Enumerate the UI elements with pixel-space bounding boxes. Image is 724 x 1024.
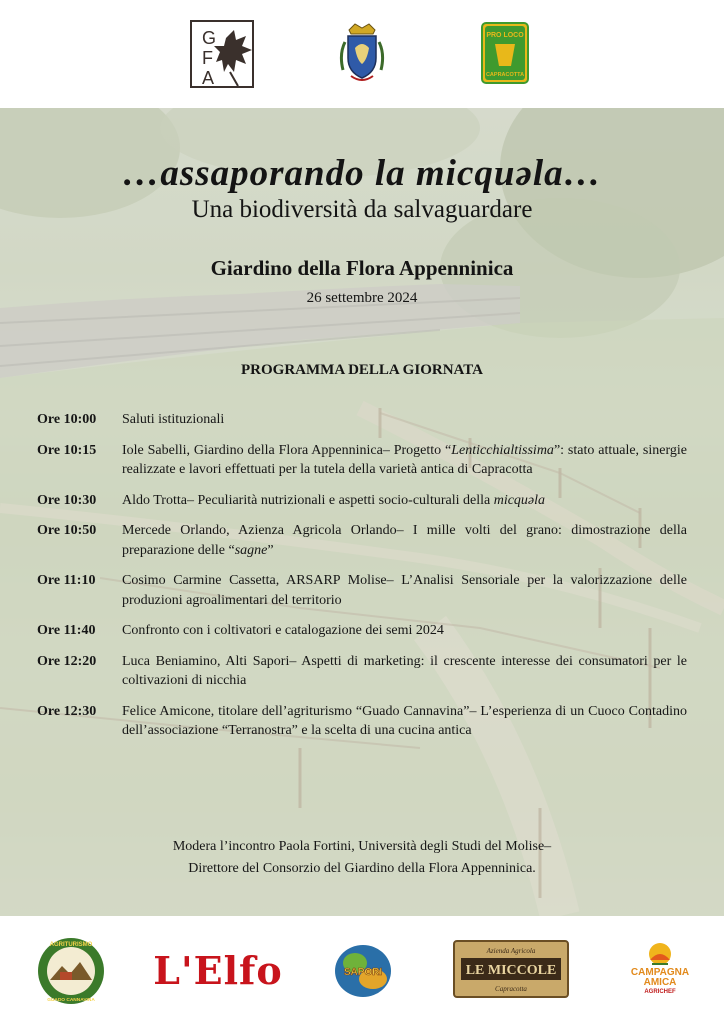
- program-description: Cosimo Carmine Cassetta, ARSARP Molise– L’Analisi Sensoriale per la valorizzazione delle produzioni agroalimentari del territorio: [122, 573, 687, 608]
- moderator-line-1: Modera l’incontro Paola Fortini, Università degli Studi del Molise–: [172, 839, 552, 854]
- campagna-line-2: AMICA: [643, 977, 677, 988]
- campagna-line-3: AGRICHEF: [644, 989, 676, 995]
- svg-text:G: G: [202, 28, 217, 48]
- program-item: [37, 441, 687, 480]
- svg-text:GUADO CANNAVINA: GUADO CANNAVINA: [47, 998, 95, 1003]
- program-item: [37, 652, 687, 691]
- svg-text:CAPRACOTTA: CAPRACOTTA: [485, 72, 525, 78]
- program-heading: PROGRAMMA DELLA GIORNATA: [241, 362, 483, 378]
- moderator-note: [0, 836, 724, 880]
- event-subtitle: Una biodiversità da salvaguardare: [191, 196, 533, 223]
- program-item: [37, 571, 687, 610]
- program-time: Ore 11:40: [37, 623, 96, 638]
- program-description: Felice Amicone, titolare dell’agriturismo “Guado Cannavina”– L’esperienza di un Cuoco Contadino dell’associazione “Terranostra” e la scelta di una cucina antica: [122, 703, 687, 738]
- elfo-logo: L'Elfo: [153, 948, 283, 993]
- program-description: Aldo Trotta– Peculiarità nutrizionali e aspetti socio-culturali della micquəla: [122, 492, 546, 508]
- program-time: Ore 10:30: [37, 492, 97, 508]
- program-item: [37, 521, 687, 560]
- program-time: Ore 10:15: [37, 442, 97, 458]
- moderator-line-2: Direttore del Consorzio del Giardino della Flora Appenninica.: [188, 861, 536, 876]
- program-time: Ore 12:20: [37, 653, 97, 669]
- program-time: Ore 10:00: [37, 412, 97, 427]
- program-description: Mercede Orlando, Azienza Agricola Orlando– I mille volti del grano: dimostrazione della preparazione delle “sagne”: [122, 523, 687, 558]
- program-time: Ore 10:50: [37, 523, 97, 538]
- program-description: Confronto con i coltivatori e catalogazione dei semi 2024: [122, 623, 444, 638]
- event-date: 26 settembre 2024: [306, 290, 418, 306]
- le-miccole-logo: [453, 940, 569, 998]
- event-venue: Giardino della Flora Appenninica: [210, 256, 514, 280]
- program-item: [37, 702, 687, 741]
- program-item: [37, 410, 687, 430]
- program-item: [37, 621, 687, 641]
- svg-text:A: A: [202, 68, 215, 88]
- program-description: Luca Beniamino, Alti Sapori– Aspetti di marketing: il crescente interesse dei consumatori per le coltivazioni di nicchia: [122, 653, 687, 688]
- svg-text:SAPORI: SAPORI: [343, 967, 383, 978]
- program-description: Iole Sabelli, Giardino della Flora Appenninica– Progetto “Lenticchialtissima”: stato attuale, sinergie realizzate e lavori effettuati per la tutela della varietà antica di Capracotta: [122, 442, 688, 477]
- program-time: Ore 11:10: [37, 573, 96, 588]
- sponsor-logos-bar: [0, 916, 724, 1024]
- svg-text:Capracotta: Capracotta: [495, 985, 527, 993]
- event-title: …assaporando la micquəla…: [122, 153, 602, 194]
- campagna-amica-logo: [628, 938, 692, 1004]
- program-item: [37, 491, 687, 511]
- svg-text:LE MICCOLE: LE MICCOLE: [465, 963, 557, 978]
- svg-text:PRO LOCO: PRO LOCO: [486, 32, 524, 39]
- program-description: Saluti istituzionali: [122, 412, 225, 427]
- program-schedule: [37, 410, 687, 741]
- svg-text:F: F: [202, 48, 213, 68]
- sapori-logo: [333, 941, 393, 999]
- svg-text:Azienda Agricola: Azienda Agricola: [486, 947, 536, 955]
- campagna-line-1: CAMPAGNA: [630, 967, 690, 978]
- campagna-sun-icon: [640, 938, 680, 968]
- agriturismo-logo: [36, 936, 106, 1006]
- svg-text:AGRITURISMO: AGRITURISMO: [49, 942, 93, 948]
- program-time: Ore 12:30: [37, 703, 97, 719]
